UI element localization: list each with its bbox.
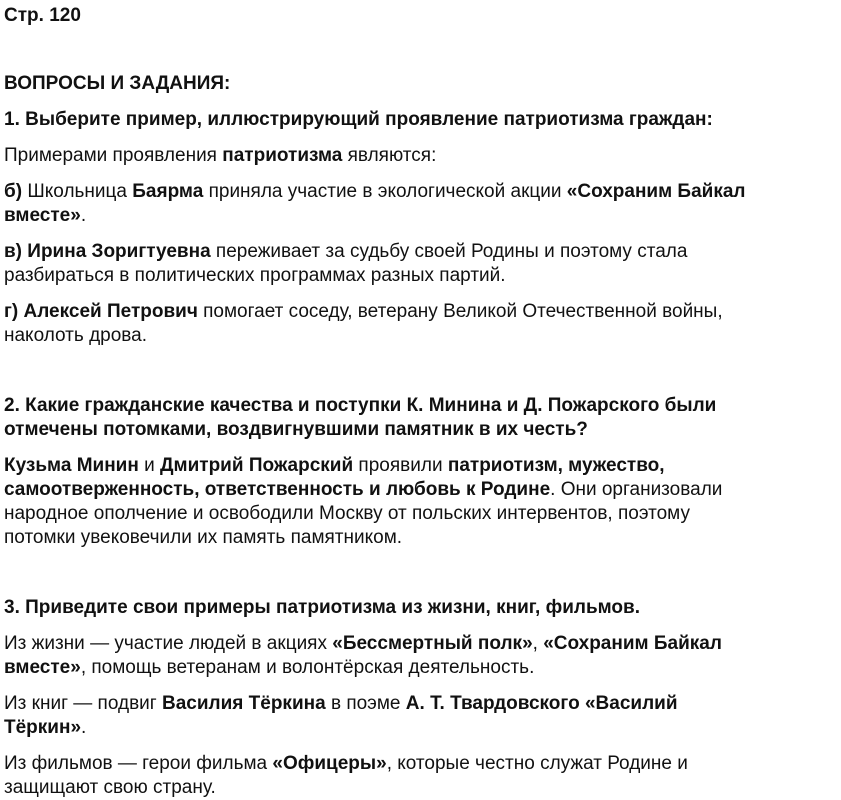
page-number: Стр. 120 (4, 5, 81, 26)
q2-answer: Кузьма Минин и Дмитрий Пожарский проявили патриотизм, мужество, самоотверженность, ответственность и любовь к Родине. Они организовали народное ополчение и освободили Москву от польских интервентов, поэтому потомки увековечили их память памятником. (4, 455, 723, 548)
document-page (4, 2, 834, 800)
q1-answer-b: б) Школьница Баярма приняла участие в экологической акции «Сохраним Байкал вместе». (4, 181, 746, 226)
question-1: 1. Выберите пример, иллюстрирующий проявление патриотизма граждан: (4, 109, 713, 130)
q3-answer-life: Из жизни — участие людей в акциях «Бессмертный полк», «Сохраним Байкал вместе», помощь ветеранам и волонтёрская деятельность. (4, 633, 722, 678)
question-2: 2. Какие гражданские качества и поступки К. Минина и Д. Пожарского были отмечены потомками, воздвигнувшими памятник в их честь? (4, 395, 717, 440)
section-title: ВОПРОСЫ И ЗАДАНИЯ: (4, 73, 231, 94)
q1-answer-v: в) Ирина Зоригтуевна переживает за судьбу своей Родины и поэтому стала разбираться в политических программах разных партий. (4, 241, 688, 286)
q3-answer-films: Из фильмов — герои фильма «Офицеры», которые честно служат Родине и защищают свою страну. (4, 753, 688, 798)
question-3: 3. Приведите свои примеры патриотизма из жизни, книг, фильмов. (4, 597, 640, 618)
q1-answer-g: г) Алексей Петрович помогает соседу, ветерану Великой Отечественной войны, наколоть дрова. (4, 301, 723, 346)
q1-intro: Примерами проявления патриотизма являются: (4, 145, 437, 166)
q3-answer-books: Из книг — подвиг Василия Тёркина в поэме А. Т. Твардовского «Василий Тёркин». (4, 693, 678, 738)
